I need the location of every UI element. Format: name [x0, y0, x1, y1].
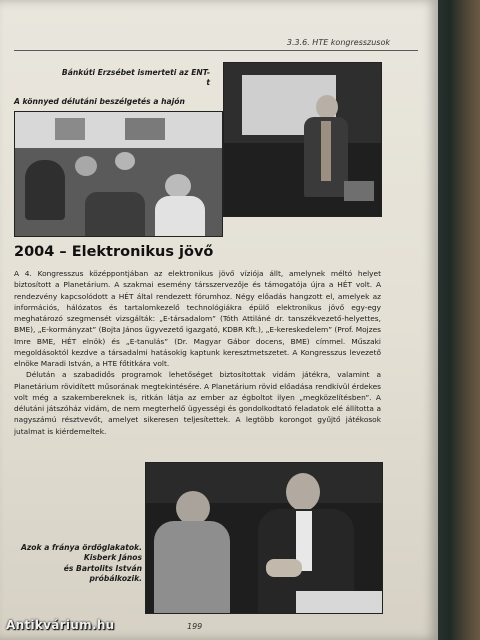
photo-caption-boat: A könnyed délutáni beszélgetés a hajón — [14, 97, 185, 106]
caption-puzzle-line-2: Kisberk János — [83, 553, 142, 563]
photo-boat-conversation — [14, 111, 223, 237]
photo-caption-puzzle — [14, 543, 142, 584]
paragraph-1: A 4. Kongresszus középpontjában az elektronikus jövő víziója állt, amelynek méltó helyet biztosított a Planetárium. A szakmai esemény társszervezője és támogatója újra a HÉT volt. A rendezvény kapcsolódott a HÉT által rendezett fórumhoz. Négy előadás hangzott el, amelyek az információs, hálózatos és tartalomkezelő technológiákra épülő elektronikus jövő egy-egy meghatározó szegmensét vizsgálták: „E-társadalom” (Tóth Attiláné dr. tanszékvezető-helyettes, BME), „E-kormányzat” (Bojta János ügyvezető igazgató, KDBR Kft.), „E-kereskedelem” (Prof. Mojzes Imre BME, HÉT elnök) és „E-tanulás” (Dr. Magyar Gábor docens, BME) címmel. Műszaki megoldásoktól kezdve a társadalmi hatásokig kaptunk keresztmetszetet. A Kongresszus levezető elnöke Maradi István, a HTE főtitkára volt. — [14, 269, 381, 368]
watermark-logo: Antikvárium.hu — [6, 618, 115, 632]
caption-puzzle-line-1: Azok a fránya ördöglakatok. — [20, 543, 142, 552]
photo-presenter — [223, 62, 382, 217]
paragraph-2: Délután a szabadidős programok lehetőséget biztosítottak vidám játékra, valamint a Planetárium rövidített műsorának megtekintésére. A Planetárium rövid előadása rendkívül érdekes volt még a szakembereknek is, ritkán látja az ember az égboltot ilyen „megközelítésben”. A délutáni játszóház vidám, de nem megterhelő ügyességi és gondolkodtató feladatok elé állította a nagyszámú résztvevőt, amelyet sikeresen teljesítettek. A legtöbb korongot gyűjtő játékosok jutalmat is kiérdemeltek. — [14, 370, 381, 436]
photo-puzzle-game — [145, 462, 383, 614]
section-title: 2004 – Elektronikus jövő — [14, 244, 214, 260]
header-rule — [14, 50, 418, 51]
photo-caption-presenter: Bánkúti Erzsébet ismerteti az ENT-t — [61, 68, 210, 88]
caption-puzzle-line-3: és Bartolits István próbálkozik. — [63, 563, 142, 583]
page-number: 199 — [187, 622, 203, 631]
article-body — [14, 268, 381, 437]
running-header: 3.3.6. HTE kongresszusok — [286, 38, 390, 47]
